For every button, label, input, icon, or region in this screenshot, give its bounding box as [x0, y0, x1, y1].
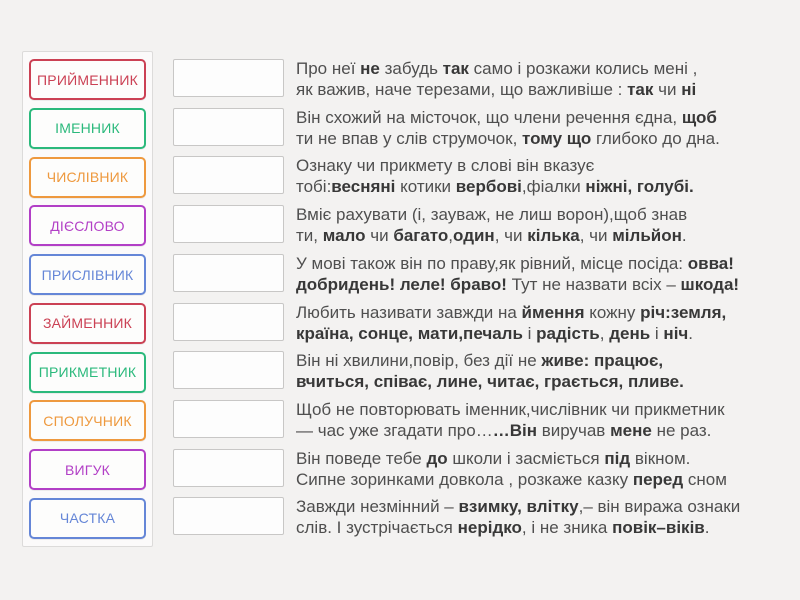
keyword-card[interactable]: ЧАСТКА — [29, 498, 146, 539]
keyword-card[interactable]: ПРИЙМЕННИК — [29, 59, 146, 100]
keyword-card[interactable]: ЗАЙМЕННИК — [29, 303, 146, 344]
match-row — [173, 59, 800, 100]
clue-text: Ознаку чи прикмету в слові він вказує тобі:весняні котики вербові,фіалки ніжні, голубі. — [296, 156, 694, 196]
clue-text: Він поведе тебе до школи і засміється під вікном. Сипне зоринками довкола , розкаже казку перед сном — [296, 449, 727, 489]
keyword-card[interactable]: ПРИКМЕТНИК — [29, 352, 146, 393]
match-row — [173, 205, 800, 246]
answer-slot[interactable] — [173, 449, 284, 487]
match-row — [173, 254, 800, 295]
answer-slot[interactable] — [173, 156, 284, 194]
clue-text: Вміє рахувати (і, зауваж, не лиш ворон),щоб знав ти, мало чи багато,один, чи кілька, чи мільйон. — [296, 205, 688, 245]
keyword-card[interactable]: ІМЕННИК — [29, 108, 146, 149]
answer-slot[interactable] — [173, 205, 284, 243]
keyword-card[interactable]: ВИГУК — [29, 449, 146, 490]
match-row — [173, 108, 800, 149]
keyword-card[interactable]: ПРИСЛІВНИК — [29, 254, 146, 295]
keyword-card[interactable]: ДІЄСЛОВО — [29, 205, 146, 246]
match-row — [173, 449, 800, 490]
clue-text: Він ні хвилини,повір, без дії не живе: працює, вчиться, співає, лине, читає, грається, пливе. — [296, 351, 684, 391]
match-row — [173, 497, 800, 538]
clue-text: У мові також він по праву,як рівний, місце посіда: овва! добридень! леле! браво! Тут не назвати всіх – шкода! — [296, 254, 740, 294]
answer-slot[interactable] — [173, 59, 284, 97]
clue-text: Про неї не забудь так само і розкажи колись мені , як важив, наче терезами, що важливіше : так чи ні — [296, 59, 698, 99]
keyword-card[interactable]: СПОЛУЧНИК — [29, 400, 146, 441]
clue-text: Любить називати завжди на ймення кожну річ:земля, країна, сонце, мати,печаль і радість, день і ніч. — [296, 303, 727, 343]
match-row — [173, 156, 800, 197]
answer-slot[interactable] — [173, 254, 284, 292]
clue-text: Завжди незмінний – взимку, влітку,– він виража ознаки слів. І зустрічається нерідко, і не зника повік–віків. — [296, 497, 741, 537]
match-row — [173, 351, 800, 392]
answer-slot[interactable] — [173, 400, 284, 438]
keywords-panel — [22, 51, 153, 547]
answer-slot[interactable] — [173, 303, 284, 341]
match-row — [173, 303, 800, 344]
answer-slot[interactable] — [173, 108, 284, 146]
answer-slot[interactable] — [173, 351, 284, 389]
match-rows — [173, 59, 793, 559]
answer-slot[interactable] — [173, 497, 284, 535]
keyword-card[interactable]: ЧИСЛІВНИК — [29, 157, 146, 198]
clue-text: Щоб не повторювать іменник,числівник чи прикметник — час уже згадати про……Він виручав мене не раз. — [296, 400, 725, 440]
match-row — [173, 400, 800, 441]
clue-text: Він схожий на місточок, що члени речення єдна, щоб ти не впав у слів струмочок, тому що глибоко до дна. — [296, 108, 720, 148]
